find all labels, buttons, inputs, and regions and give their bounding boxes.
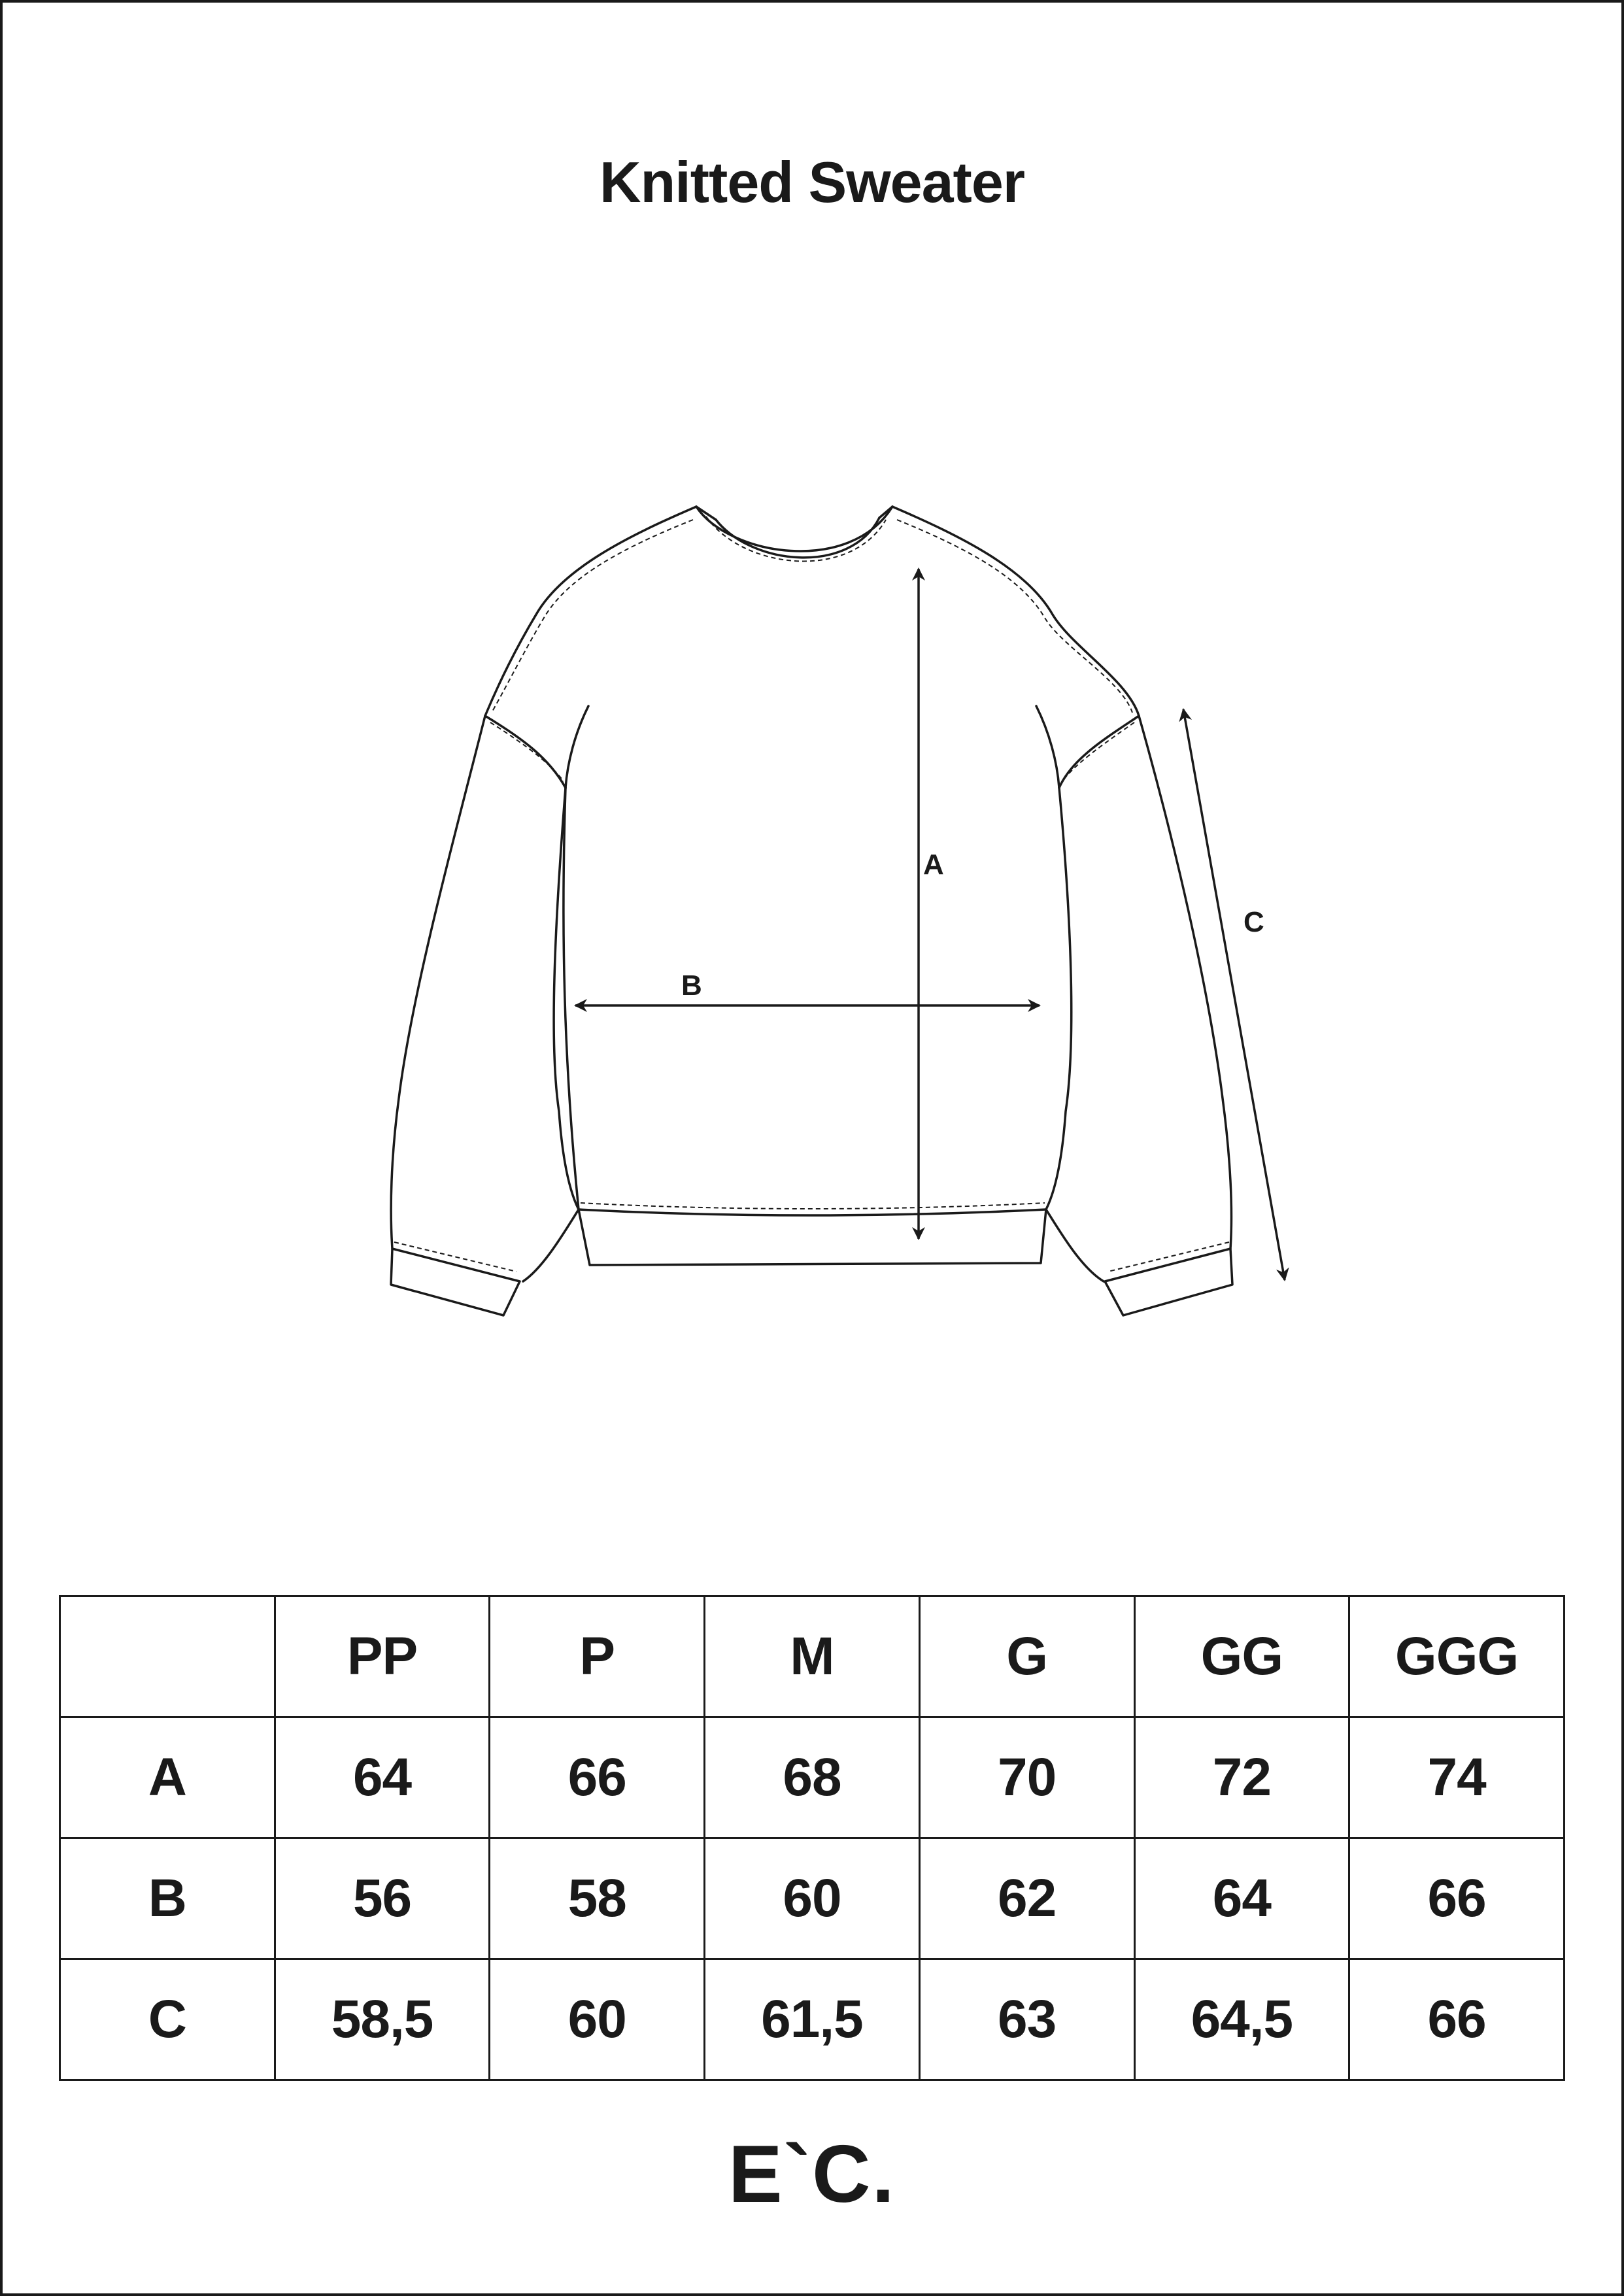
right-sleeve bbox=[1046, 716, 1232, 1315]
table-cell: 66 bbox=[1349, 1838, 1565, 1959]
page-title: Knitted Sweater bbox=[599, 150, 1025, 214]
row-label: A bbox=[60, 1717, 275, 1838]
table-cell: 66 bbox=[1349, 1959, 1565, 2080]
table-cell: 62 bbox=[919, 1838, 1134, 1959]
table-cell: 68 bbox=[705, 1717, 920, 1838]
dimension-a-label: A bbox=[923, 849, 944, 881]
dimension-b-label: B bbox=[681, 970, 702, 1002]
table-cell: 72 bbox=[1134, 1717, 1349, 1838]
header-size-ggg: GGG bbox=[1349, 1596, 1565, 1717]
table-cell: 74 bbox=[1349, 1717, 1565, 1838]
table-row bbox=[60, 1717, 1565, 1838]
brand-logo: E`C. bbox=[728, 2129, 896, 2220]
table-cell: 64,5 bbox=[1134, 1959, 1349, 2080]
table-cell: 64 bbox=[1134, 1838, 1349, 1959]
header-size-m: M bbox=[705, 1596, 920, 1717]
left-sleeve bbox=[391, 716, 579, 1315]
table-cell: 60 bbox=[490, 1959, 705, 2080]
header-corner-cell bbox=[60, 1596, 275, 1717]
row-label: B bbox=[60, 1838, 275, 1959]
header-size-p: P bbox=[490, 1596, 705, 1717]
header-size-gg: GG bbox=[1134, 1596, 1349, 1717]
table-cell: 58 bbox=[490, 1838, 705, 1959]
table-cell: 66 bbox=[490, 1717, 705, 1838]
table-row bbox=[60, 1838, 1565, 1959]
header-size-g: G bbox=[919, 1596, 1134, 1717]
table-cell: 64 bbox=[275, 1717, 490, 1838]
header-size-pp: PP bbox=[275, 1596, 490, 1717]
table-cell: 60 bbox=[705, 1838, 920, 1959]
size-header-row bbox=[60, 1596, 1565, 1717]
table-cell: 58,5 bbox=[275, 1959, 490, 2080]
size-table bbox=[59, 1595, 1565, 2081]
table-row bbox=[60, 1959, 1565, 2080]
row-label: C bbox=[60, 1959, 275, 2080]
dimension-c-label: C bbox=[1243, 906, 1264, 938]
dimension-c-arrow bbox=[1183, 709, 1285, 1280]
stitch-lines bbox=[394, 516, 1229, 1272]
collar-rib bbox=[696, 507, 892, 558]
table-cell: 56 bbox=[275, 1838, 490, 1959]
table-cell: 63 bbox=[919, 1959, 1134, 2080]
sweater-body bbox=[485, 507, 1139, 1265]
table-cell: 70 bbox=[919, 1717, 1134, 1838]
table-cell: 61,5 bbox=[705, 1959, 920, 2080]
